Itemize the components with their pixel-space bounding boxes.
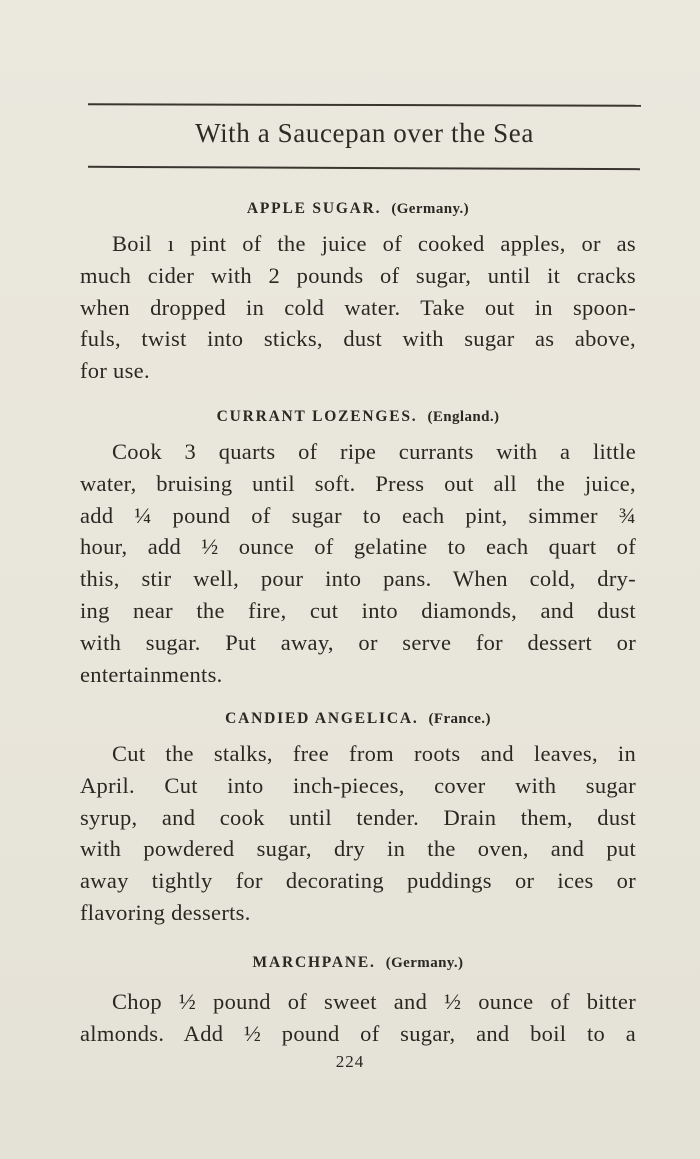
recipe-apple-sugar xyxy=(80,196,636,387)
recipe-country: (France.) xyxy=(428,711,491,727)
recipe-title xyxy=(80,706,636,732)
text-line: with powdered sugar, dry in the oven, and put xyxy=(80,836,636,862)
text-line: Boil ı pint of the juice of cooked apples, or as xyxy=(112,231,636,256)
text-line: Cut the stalks, free from roots and leaves, in xyxy=(112,741,636,766)
text-line: fuls, twist into sticks, dust with sugar as above, xyxy=(80,326,636,352)
text-line: with sugar. Put away, or serve for dessert or xyxy=(80,629,636,655)
header-top-rule xyxy=(88,103,641,106)
recipe-currant-lozenges xyxy=(80,404,636,690)
text-line: ing near the fire, cut into diamonds, and dust xyxy=(80,597,636,623)
recipe-name: MARCHPANE. xyxy=(252,954,376,971)
text-line: away tightly for decorating puddings or ices or xyxy=(80,868,636,894)
recipe-candied-angelica xyxy=(80,706,636,929)
recipe-title xyxy=(80,196,636,222)
text-line: Chop ½ pound of sweet and ½ ounce of bitter xyxy=(112,989,636,1014)
text-line: when dropped in cold water. Take out in spoon- xyxy=(80,294,636,320)
text-line: this, stir well, pour into pans. When cold, dry- xyxy=(80,566,636,592)
recipe-name: CURRANT LOZENGES. xyxy=(216,408,418,425)
text-line: much cider with 2 pounds of sugar, until it cracks xyxy=(80,262,636,288)
text-line: April. Cut into inch-pieces, cover with sugar xyxy=(80,772,636,798)
recipe-country: (England.) xyxy=(427,409,500,425)
text-line: syrup, and cook until tender. Drain them, dust xyxy=(80,804,636,830)
recipe-name: APPLE SUGAR. xyxy=(246,200,382,217)
recipe-country: (Germany.) xyxy=(385,955,464,971)
recipe-title xyxy=(80,950,636,976)
recipe-name: CANDIED ANGELICA. xyxy=(225,710,419,727)
text-line: flavoring desserts. xyxy=(80,899,251,925)
text-line: almonds. Add ½ pound of sugar, and boil to a xyxy=(80,1020,636,1046)
running-head: With a Saucepan over the Sea xyxy=(195,118,534,148)
text-line: for use. xyxy=(80,358,150,384)
recipe-country: (Germany.) xyxy=(391,201,470,217)
text-line: add ¼ pound of sugar to each pint, simmer ¾ xyxy=(80,502,636,528)
recipe-title xyxy=(80,404,636,430)
recipe-marchpane xyxy=(80,950,636,1050)
text-line: entertainments. xyxy=(80,661,223,687)
text-line: hour, add ½ ounce of gelatine to each quart of xyxy=(80,534,636,560)
header-bottom-rule xyxy=(88,166,640,170)
text-line: water, bruising until soft. Press out all the juice, xyxy=(80,470,636,496)
page-number: 224 xyxy=(335,1052,365,1071)
text-line: Cook 3 quarts of ripe currants with a little xyxy=(112,439,636,464)
